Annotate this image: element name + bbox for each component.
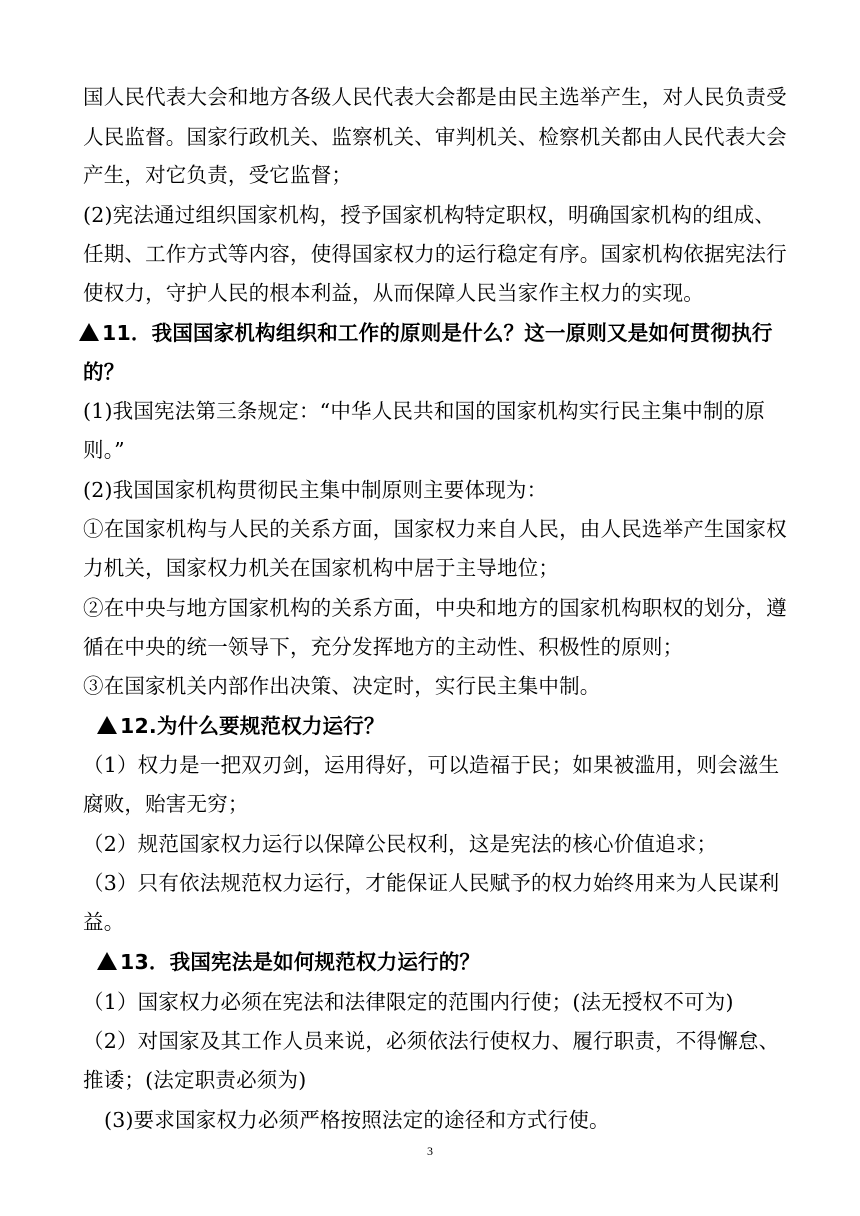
body-line: （1）国家权力必须在宪法和法律限定的范围内行使；(法无授权不可为) — [83, 990, 734, 1014]
question-heading-11 — [79, 319, 773, 347]
body-line: 力机关，国家权力机关在国家机构中居于主导地位； — [83, 556, 560, 580]
body-line: （1）权力是一把双刃剑，运用得好，可以造福于民；如果被滥用，则会滋生 — [83, 753, 780, 777]
body-line: 产生，对它负责，受它监督； — [83, 163, 353, 187]
body-line: 循在中央的统一领导下，充分发挥地方的主动性、积极性的原则； — [83, 635, 684, 659]
question-heading-13 — [97, 948, 480, 976]
body-line: （3）只有依法规范权力运行，才能保证人民赋予的权力始终用来为人民谋利 — [83, 871, 780, 895]
question-text: 11．我国国家机构组织和工作的原则是什么？这一原则又是如何贯彻执行 — [102, 321, 773, 345]
body-line: 推诿；(法定职责必须为) — [83, 1068, 307, 1092]
body-line: （2）对国家及其工作人员来说，必须依法行使权力、履行职责，不得懈怠、 — [83, 1029, 780, 1053]
body-line: 国人民代表大会和地方各级人民代表大会都是由民主选举产生，对人民负责受 — [83, 85, 787, 109]
question-text: 12.为什么要规范权力运行？ — [120, 714, 385, 738]
question-heading-cont: 的？ — [83, 360, 125, 384]
body-line: (2)我国国家机构贯彻民主集中制原则主要体现为： — [83, 478, 548, 502]
body-line: 则。” — [83, 438, 125, 462]
body-line: （2）规范国家权力运行以保障公民权利，这是宪法的核心价值追求； — [83, 832, 718, 856]
body-line: 使权力，守护人民的根本利益，从而保障人民当家作主权力的实现。 — [83, 281, 704, 305]
page-number: 3 — [427, 1144, 433, 1158]
triangle-bullet-icon — [97, 716, 117, 734]
body-line: 腐败，贻害无穷； — [83, 792, 249, 816]
body-line: ②在中央与地方国家机构的关系方面，中央和地方的国家机构职权的划分，遵 — [83, 596, 787, 620]
body-line: 人民监督。国家行政机关、监察机关、审判机关、检察机关都由人民代表大会 — [83, 125, 787, 149]
body-line: 益。 — [83, 910, 125, 934]
body-line: (3)要求国家权力必须严格按照法定的途径和方式行使。 — [104, 1108, 610, 1132]
body-line: ①在国家机构与人民的关系方面，国家权力来自人民，由人民选举产生国家权 — [83, 517, 787, 541]
question-heading-12 — [97, 712, 385, 740]
triangle-bullet-icon — [79, 323, 99, 341]
body-line: (2)宪法通过组织国家机构，授予国家机构特定职权，明确国家机构的组成、 — [83, 203, 776, 227]
body-line: ③在国家机关内部作出决策、决定时，实行民主集中制。 — [83, 674, 601, 698]
question-text: 13．我国宪法是如何规范权力运行的？ — [120, 950, 481, 974]
triangle-bullet-icon — [97, 952, 117, 970]
body-line: 任期、工作方式等内容，使得国家权力的运行稳定有序。国家机构依据宪法行 — [83, 242, 787, 266]
body-line: (1)我国宪法第三条规定：“中华人民共和国的国家机构实行民主集中制的原 — [83, 399, 766, 423]
